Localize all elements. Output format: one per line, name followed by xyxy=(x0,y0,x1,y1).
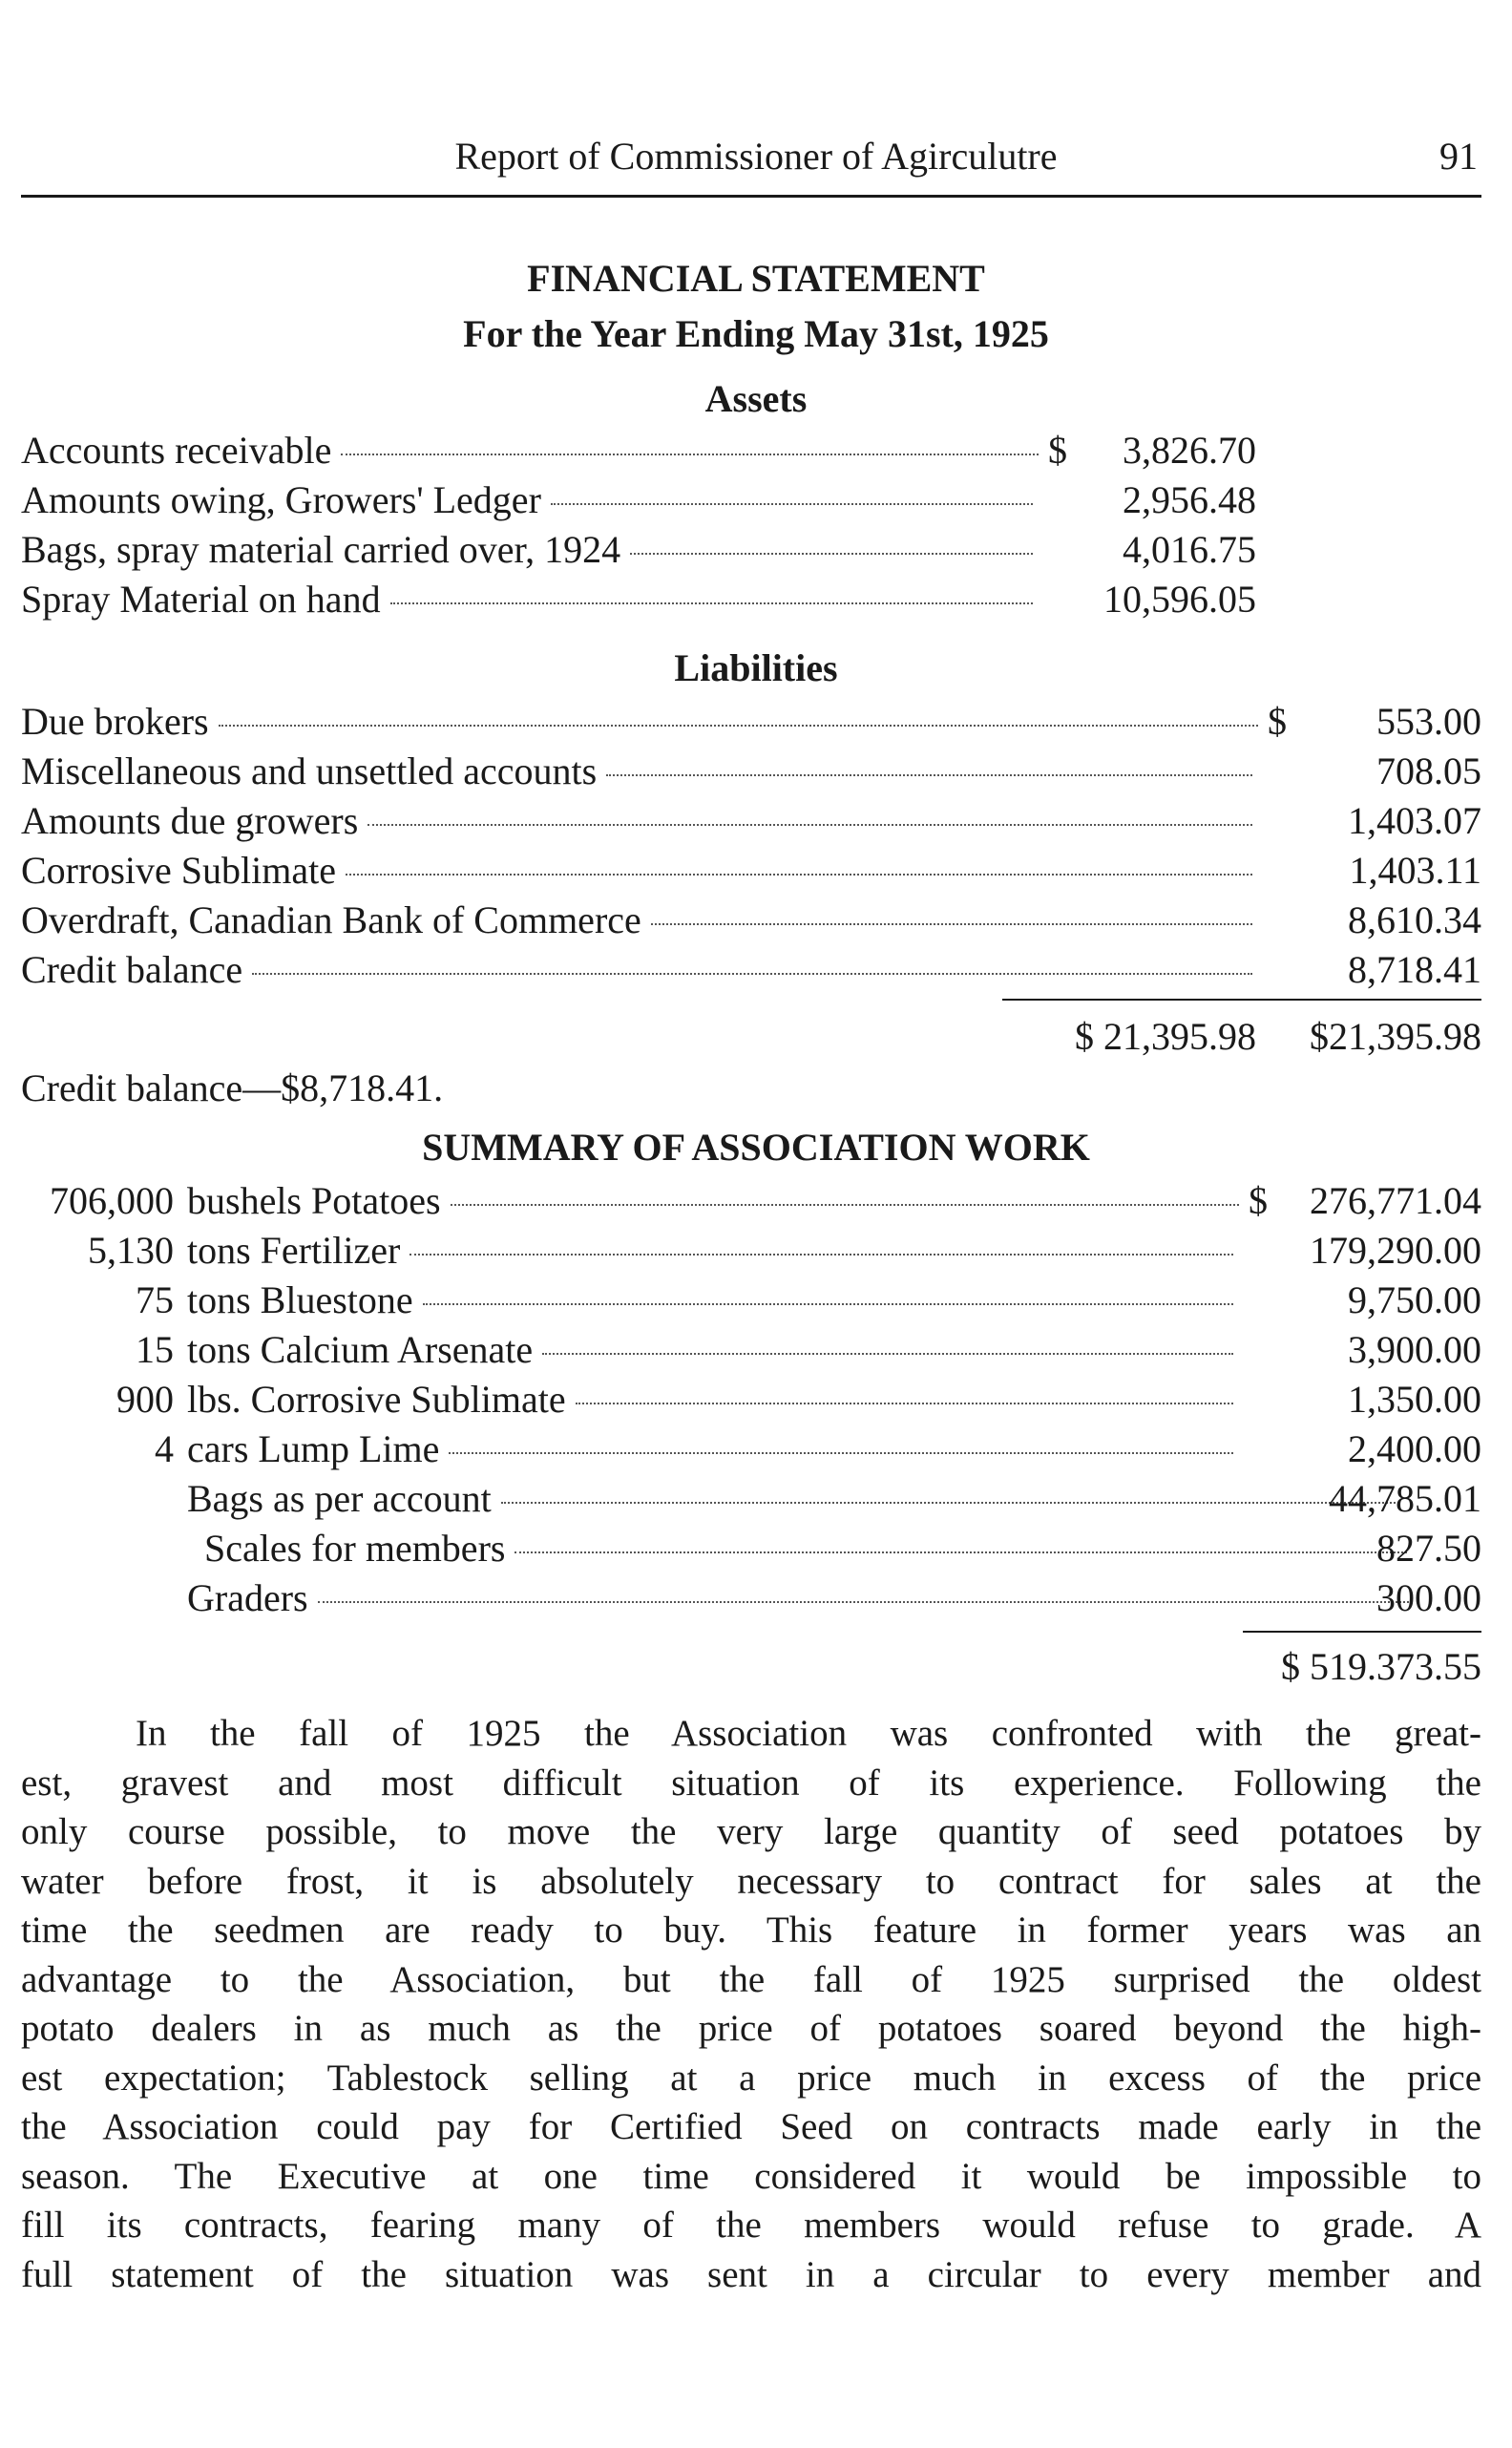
paragraph-line: season. The Executive at one time considered it would be impossible to xyxy=(21,2155,1481,2197)
summary-row xyxy=(21,1327,1243,1373)
summary-desc: tons Bluestone xyxy=(187,1278,413,1321)
summary-qty: 900 xyxy=(116,1378,174,1421)
summary-qty: 15 xyxy=(136,1328,174,1371)
summary-row xyxy=(204,1526,1417,1572)
leader-dots xyxy=(346,874,1252,876)
liability-row xyxy=(21,699,1291,745)
summary-amount: 44,785.01 xyxy=(1329,1477,1481,1520)
summary-qty: 706,000 xyxy=(50,1179,174,1222)
liability-row xyxy=(21,897,1262,943)
summary-amount: 3,900.00 xyxy=(1348,1328,1481,1371)
summary-desc: Scales for members xyxy=(204,1527,506,1570)
paragraph-line: est, gravest and most difficult situation of its experience. Following the xyxy=(21,1762,1481,1804)
paragraph-line: full statement of the situation was sent in a circular to every member and xyxy=(21,2253,1481,2295)
summary-amount: 827.50 xyxy=(1376,1527,1481,1570)
liability-amount: 8,610.34 xyxy=(1348,898,1481,941)
paragraph-line: water before frost, it is absolutely necessary to contract for sales at the xyxy=(21,1860,1481,1902)
liability-amount: 1,403.07 xyxy=(1348,799,1481,842)
dollar-sign: $ xyxy=(1048,429,1067,472)
leader-dots xyxy=(514,1551,1407,1553)
leader-dots xyxy=(630,553,1033,555)
leader-dots xyxy=(501,1502,1399,1504)
summary-desc: Graders xyxy=(187,1576,308,1619)
page-number: 91 xyxy=(1439,135,1478,178)
asset-row xyxy=(21,477,1042,523)
assets-heading: Assets xyxy=(704,377,808,420)
summary-desc: lbs. Corrosive Sublimate xyxy=(187,1378,566,1421)
liability-label: Miscellaneous and unsettled accounts xyxy=(21,749,598,792)
liability-amount: 1,403.11 xyxy=(1349,849,1481,892)
paragraph-line: potato dealers in as much as the price of potatoes soared beyond the high- xyxy=(21,2008,1481,2049)
total-assets: $ 21,395.98 xyxy=(1075,1015,1256,1058)
liability-row xyxy=(21,749,1262,794)
leader-dots xyxy=(252,973,1252,975)
asset-row xyxy=(21,577,1042,623)
leader-dots xyxy=(341,454,1039,455)
liability-label: Overdraft, Canadian Bank of Commerce xyxy=(21,898,641,941)
summary-row xyxy=(21,1277,1243,1323)
dollar-sign: $ xyxy=(1249,1179,1268,1222)
leader-dots xyxy=(576,1403,1233,1404)
leader-dots xyxy=(423,1303,1233,1305)
paragraph-line: only course possible, to move the very large quantity of seed potatoes by xyxy=(21,1811,1481,1852)
asset-amount: 2,956.48 xyxy=(1123,478,1256,521)
summary-qty: 4 xyxy=(155,1427,174,1470)
running-header-title: Report of Commissioner of Agirculutre xyxy=(454,135,1058,178)
summary-amount: 179,290.00 xyxy=(1310,1229,1481,1272)
liability-label: Amounts due growers xyxy=(21,799,359,842)
liability-amount: 8,718.41 xyxy=(1348,948,1481,991)
leader-dots xyxy=(449,1452,1233,1454)
summary-desc: bushels Potatoes xyxy=(187,1179,441,1222)
credit-balance-note: Credit balance—$8,718.41. xyxy=(21,1066,444,1109)
leader-dots xyxy=(318,1601,1409,1603)
total-liabilities: $21,395.98 xyxy=(1310,1015,1481,1058)
leader-dots xyxy=(410,1254,1233,1256)
summary-row xyxy=(187,1476,1409,1522)
summary-amount: 300.00 xyxy=(1376,1576,1481,1619)
leader-dots xyxy=(368,824,1252,826)
summary-desc: tons Calcium Arsenate xyxy=(187,1328,534,1371)
leader-dots xyxy=(651,923,1252,925)
summary-total-rule xyxy=(1243,1631,1481,1633)
statement-subtitle: For the Year Ending May 31st, 1925 xyxy=(463,312,1049,355)
summary-desc: tons Fertilizer xyxy=(187,1229,401,1272)
liability-label: Due brokers xyxy=(21,700,209,743)
body-paragraph xyxy=(21,1709,1481,2299)
asset-label: Amounts owing, Growers' Ledger xyxy=(21,478,541,521)
paragraph-line: time the seedmen are ready to buy. This feature in former years was an xyxy=(21,1910,1481,1951)
asset-label: Accounts receivable xyxy=(21,429,332,472)
statement-title: FINANCIAL STATEMENT xyxy=(527,257,985,300)
summary-desc: cars Lump Lime xyxy=(187,1427,440,1470)
liabilities-heading: Liabilities xyxy=(674,646,838,689)
summary-row xyxy=(21,1377,1243,1423)
leader-dots xyxy=(606,774,1252,776)
paragraph-line: In the fall of 1925 the Association was confronted with the great- xyxy=(136,1713,1481,1754)
leader-dots xyxy=(542,1353,1233,1355)
summary-total: $ 519.373.55 xyxy=(1281,1645,1481,1688)
leader-dots xyxy=(219,725,1258,727)
liability-row xyxy=(21,798,1262,844)
summary-title: SUMMARY OF ASSOCIATION WORK xyxy=(422,1126,1090,1169)
summary-desc: Bags as per account xyxy=(187,1477,492,1520)
asset-row xyxy=(21,428,1071,474)
asset-amount: 3,826.70 xyxy=(1123,429,1256,472)
summary-amount: 276,771.04 xyxy=(1310,1179,1481,1222)
summary-row xyxy=(187,1575,1418,1621)
paragraph-line: advantage to the Association, but the fall of 1925 surprised the oldest xyxy=(21,1958,1481,2000)
paragraph-line: fill its contracts, fearing many of the members would refuse to grade. A xyxy=(21,2205,1481,2246)
liability-row xyxy=(21,848,1262,894)
leader-dots xyxy=(551,503,1033,505)
summary-row xyxy=(21,1178,1271,1224)
summary-amount: 2,400.00 xyxy=(1348,1427,1481,1470)
summary-row xyxy=(21,1228,1243,1274)
leader-dots xyxy=(451,1204,1239,1206)
asset-label: Bags, spray material carried over, 1924 xyxy=(21,528,621,571)
liability-label: Credit balance xyxy=(21,948,243,991)
header-rule xyxy=(21,195,1481,198)
liability-amount: 553.00 xyxy=(1376,700,1481,743)
summary-row xyxy=(21,1426,1243,1472)
asset-amount: 4,016.75 xyxy=(1123,528,1256,571)
leader-dots xyxy=(390,602,1033,604)
paragraph-line: est expectation; Tablestock selling at a price much in excess of the price xyxy=(21,2057,1481,2099)
summary-amount: 9,750.00 xyxy=(1348,1278,1481,1321)
summary-qty: 75 xyxy=(136,1278,174,1321)
liability-amount: 708.05 xyxy=(1376,749,1481,792)
asset-label: Spray Material on hand xyxy=(21,578,381,621)
asset-row xyxy=(21,527,1042,573)
liability-row xyxy=(21,947,1262,993)
totals-rule xyxy=(1002,999,1481,1001)
summary-amount: 1,350.00 xyxy=(1348,1378,1481,1421)
summary-qty: 5,130 xyxy=(88,1229,174,1272)
asset-amount: 10,596.05 xyxy=(1103,578,1256,621)
liability-label: Corrosive Sublimate xyxy=(21,849,336,892)
paragraph-line: the Association could pay for Certified Seed on contracts made early in the xyxy=(21,2106,1481,2147)
dollar-sign: $ xyxy=(1268,700,1287,743)
